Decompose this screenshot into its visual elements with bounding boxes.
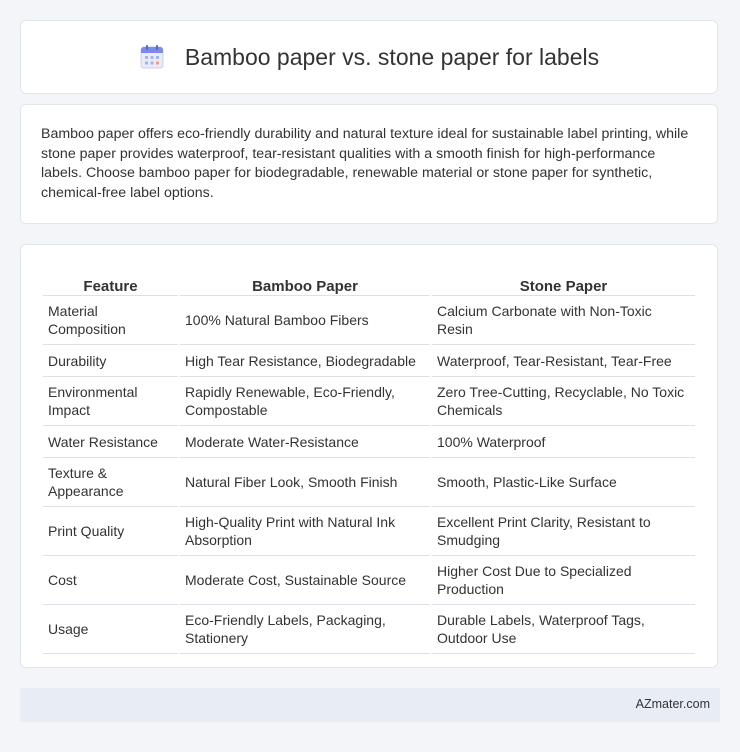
- table-cell-stone: Zero Tree-Cutting, Recyclable, No Toxic Chemicals: [432, 377, 695, 426]
- table-cell-bamboo: High Tear Resistance, Biodegradable: [180, 345, 430, 377]
- table-row: [43, 377, 695, 426]
- table-cell-stone: Smooth, Plastic-Like Surface: [432, 458, 695, 507]
- footer-brand: AZmater.com: [635, 697, 710, 711]
- column-header-bamboo-paper: Bamboo Paper: [180, 263, 430, 296]
- table-cell-feature: Durability: [43, 345, 178, 377]
- table-cell-feature: Cost: [43, 556, 178, 605]
- table-cell-bamboo: Moderate Water-Resistance: [180, 426, 430, 458]
- table-cell-stone: Higher Cost Due to Specialized Production: [432, 556, 695, 605]
- page-title: Bamboo paper vs. stone paper for labels: [184, 43, 600, 70]
- summary-card: [20, 104, 718, 224]
- table-cell-bamboo: Natural Fiber Look, Smooth Finish: [180, 458, 430, 507]
- table-row: [43, 345, 695, 377]
- table-cell-feature: Water Resistance: [43, 426, 178, 458]
- footer: [20, 688, 720, 722]
- table-cell-bamboo: Eco-Friendly Labels, Packaging, Stationery: [180, 605, 430, 654]
- table-row: [43, 556, 695, 605]
- comparison-table-card: [20, 244, 718, 668]
- title-card: [20, 20, 718, 94]
- table-cell-stone: Excellent Print Clarity, Resistant to Smudging: [432, 507, 695, 556]
- table-cell-feature: Usage: [43, 605, 178, 654]
- table-header-row: [43, 263, 695, 296]
- table-row: [43, 458, 695, 507]
- table-cell-stone: Waterproof, Tear-Resistant, Tear-Free: [432, 345, 695, 377]
- table-cell-feature: Print Quality: [43, 507, 178, 556]
- table-row: [43, 507, 695, 556]
- column-header-feature: Feature: [43, 263, 178, 296]
- column-header-stone-paper: Stone Paper: [432, 263, 695, 296]
- table-cell-stone: Calcium Carbonate with Non-Toxic Resin: [432, 296, 695, 345]
- summary-text: Bamboo paper offers eco-friendly durability and natural texture ideal for sustainable label printing, while stone paper provides waterproof, tear-resistant qualities with a smooth finish for high-performance labels. Choose bamboo paper for biodegradable, renewable material or stone paper for synthetic, chemical-free label options.: [41, 126, 689, 201]
- table-cell-bamboo: High-Quality Print with Natural Ink Absorption: [180, 507, 430, 556]
- table-cell-feature: Texture & Appearance: [43, 458, 178, 507]
- calendar-icon: [139, 44, 165, 70]
- table-cell-bamboo: Rapidly Renewable, Eco-Friendly, Compostable: [180, 377, 430, 426]
- table-row: [43, 426, 695, 458]
- table-cell-stone: Durable Labels, Waterproof Tags, Outdoor Use: [432, 605, 695, 654]
- table-cell-bamboo: 100% Natural Bamboo Fibers: [180, 296, 430, 345]
- table-cell-bamboo: Moderate Cost, Sustainable Source: [180, 556, 430, 605]
- table-cell-feature: Environmental Impact: [43, 377, 178, 426]
- table-row: [43, 605, 695, 654]
- table-cell-feature: Material Composition: [43, 296, 178, 345]
- table-row: [43, 296, 695, 345]
- comparison-table: [41, 263, 697, 654]
- table-cell-stone: 100% Waterproof: [432, 426, 695, 458]
